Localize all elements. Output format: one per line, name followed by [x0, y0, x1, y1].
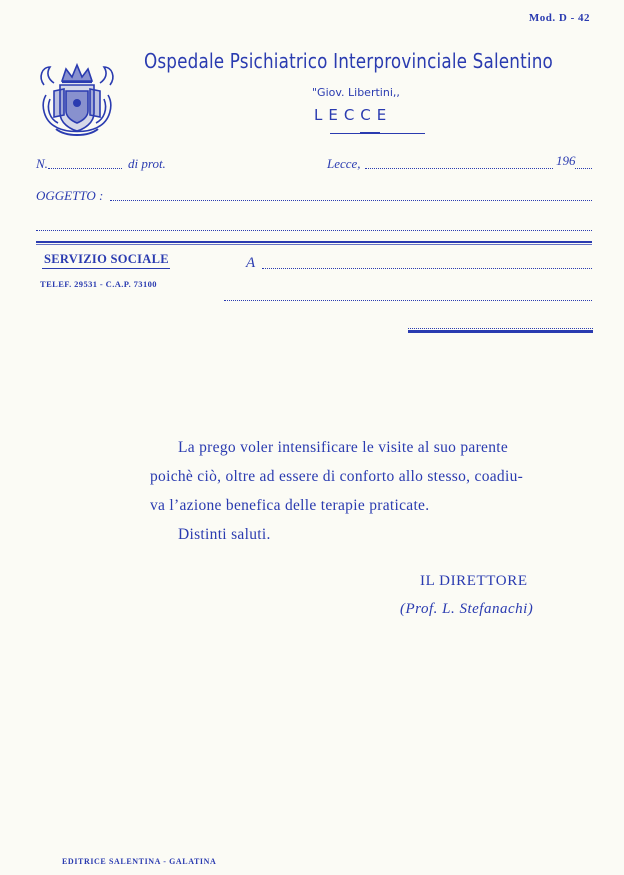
- recipient-label: A: [246, 255, 256, 271]
- subject-label: OGGETTO :: [36, 188, 104, 203]
- address-bar: [408, 330, 593, 333]
- section-divider-thin: [36, 244, 592, 245]
- place-label: Lecce,: [327, 156, 361, 171]
- recipient-field[interactable]: [262, 256, 592, 269]
- year-field[interactable]: [575, 156, 592, 169]
- subject-field[interactable]: [110, 188, 592, 201]
- letter-line-2: poichè ciò, oltre ad essere di conforto allo stesso, coadiu-: [150, 468, 524, 485]
- department-contact: TELEF. 29531 - C.A.P. 73100: [40, 279, 157, 289]
- letter-line-1: La prego voler intensificare le visite al suo parente: [178, 439, 509, 456]
- form-code: Mod. D - 42: [528, 12, 590, 24]
- number-field[interactable]: [48, 156, 122, 169]
- letter-body: [150, 433, 570, 549]
- subject-field-continuation[interactable]: [36, 218, 592, 231]
- department-name: SERVIZIO SOCIALE: [44, 252, 169, 266]
- date-field[interactable]: [365, 156, 553, 169]
- hospital-subtitle: "Giov. Libertini,,: [312, 86, 400, 99]
- section-divider: [36, 241, 592, 243]
- city-name: LECCE: [314, 106, 393, 124]
- recipient-field-line2[interactable]: [224, 288, 592, 301]
- coat-of-arms-icon: [36, 55, 118, 139]
- protocol-label: di prot.: [128, 156, 166, 171]
- hospital-name: Ospedale Psichiatrico Interprovinciale Salentino: [144, 49, 553, 73]
- city-underline-accent: [360, 132, 380, 134]
- department-underline: [42, 268, 170, 269]
- recipient-field-line3[interactable]: [408, 318, 593, 329]
- signer-title: IL DIRETTORE: [420, 573, 528, 589]
- year-prefix: 196: [556, 153, 576, 168]
- letter-line-3: va l’azione benefica delle terapie praticate.: [150, 497, 430, 514]
- number-label: N.: [36, 156, 48, 171]
- signer-name: (Prof. L. Stefanachi): [400, 601, 534, 617]
- printer-credit: EDITRICE SALENTINA - GALATINA: [62, 857, 217, 866]
- letter-closing: Distinti saluti.: [178, 526, 271, 543]
